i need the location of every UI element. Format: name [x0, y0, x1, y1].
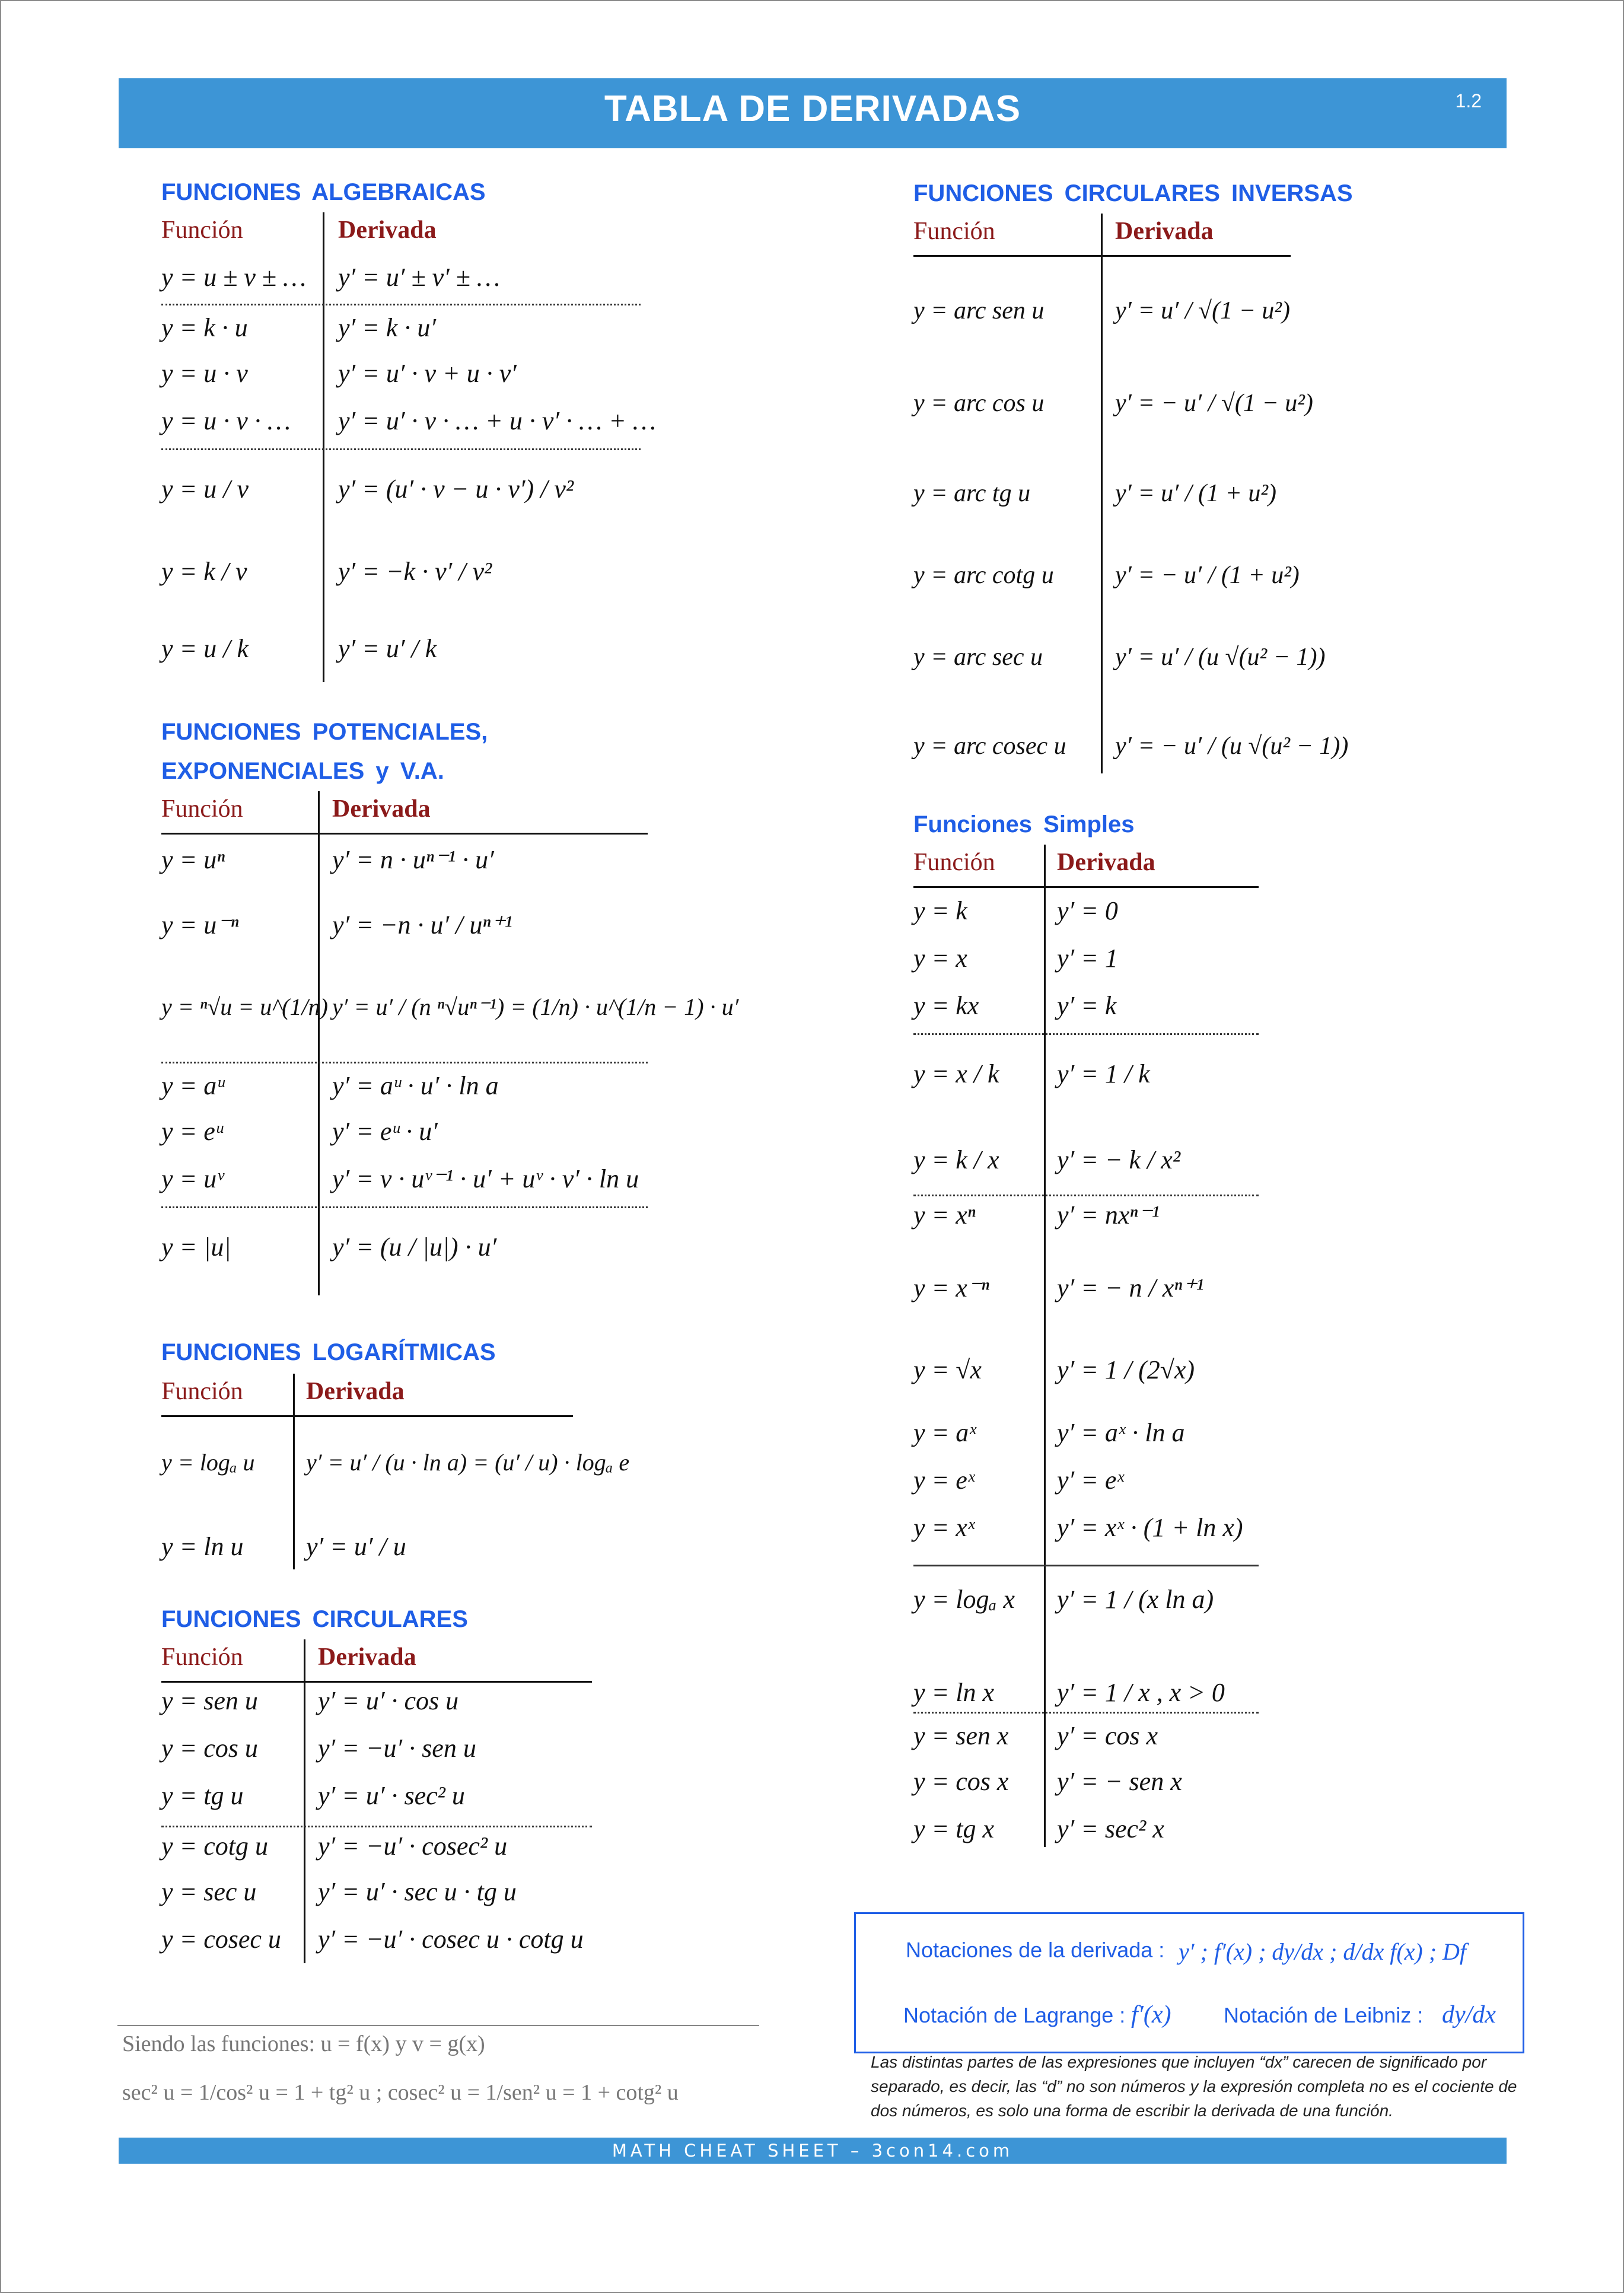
table-row: [913, 273, 1291, 380]
funcion-cell: y = sen u: [161, 1686, 258, 1715]
derivada-cell: y′ = u′ · sec u · tg u: [318, 1877, 517, 1906]
derivada-cell: y′ = xˣ · (1 + ln x): [1057, 1513, 1243, 1542]
derivada-cell: y′ = u′ / (1 + u²): [1115, 480, 1276, 507]
table-row: [913, 1331, 1259, 1432]
table-row: [913, 619, 1326, 720]
derivada-cell: y′ = u′ / √(1 − u²): [1115, 297, 1290, 324]
derivada-cell: y′ = − u′ / (u √(u² − 1)): [1115, 733, 1349, 760]
funcion-cell: y = cos u: [161, 1734, 258, 1763]
col-funcion: Función: [161, 216, 243, 244]
derivada-cell: y′ = k · u′: [338, 313, 436, 342]
col-derivada: Derivada: [1115, 218, 1214, 245]
derivada-cell: y′ = u′ / (n ⁿ√uⁿ⁻¹) = (1/n) · u^(1/n − 1) · u′: [332, 993, 739, 1020]
funcion-cell: y = xˣ: [913, 1513, 975, 1542]
col-funcion: Función: [913, 849, 995, 876]
funcion-cell: y = uᵛ: [161, 1164, 224, 1193]
col-funcion: Función: [161, 1644, 243, 1671]
table-row: [913, 1565, 1259, 1661]
funcion-cell: y = ln x: [913, 1678, 994, 1707]
funcion-cell: y = k / v: [161, 557, 247, 586]
derivada-cell: y′ = u′ · sec² u: [318, 1781, 465, 1810]
col-derivada: Derivada: [1057, 849, 1155, 876]
derivada-cell: y′ = u′ · v + u · v′: [338, 359, 517, 388]
table-row: [161, 1062, 648, 1118]
table-row: [161, 304, 641, 360]
inversas-table: [913, 214, 1349, 773]
algebraicas-table: [161, 212, 656, 682]
circulares-table: [161, 1639, 592, 1963]
funcion-cell: y = u · v: [161, 359, 248, 388]
funcion-cell: y = cotg u: [161, 1832, 268, 1861]
derivada-cell: y′ = nxⁿ⁻¹: [1057, 1200, 1160, 1230]
funcion-cell: y = k: [913, 896, 967, 925]
col-derivada: Derivada: [318, 1644, 416, 1671]
siendo-line2: sec² u = 1/cos² u = 1 + tg² u ; cosec² u = 1/sen² u = 1 + cotg² u: [122, 2080, 679, 2105]
derivada-cell: y′ = sec² x: [1057, 1814, 1164, 1843]
derivada-cell: y′ = eˣ: [1057, 1466, 1124, 1495]
derivada-cell: y′ = −n · u′ / uⁿ⁺¹: [332, 910, 512, 940]
funcion-cell: y = k / x: [913, 1145, 999, 1174]
siendo-line1: Siendo las funciones: u = f(x) y v = g(x): [122, 2031, 485, 2056]
derivada-cell: y′ = u′ · v · … + u · v′ · … + …: [338, 406, 656, 435]
funcion-cell: y = u⁻ⁿ: [161, 910, 239, 940]
derivada-cell: y′ = n · uⁿ⁻¹ · u′: [332, 845, 494, 874]
derivada-cell: y′ = − sen x: [1057, 1767, 1182, 1796]
derivada-cell: y′ = − u′ / √(1 − u²): [1115, 390, 1313, 417]
table-row: [161, 898, 648, 975]
table-row: [913, 1814, 1259, 1847]
table-row: [161, 1781, 592, 1828]
table-row: [913, 1766, 1259, 1814]
derivada-cell: y′ = 1 / x , x > 0: [1057, 1678, 1225, 1707]
col-funcion: Función: [913, 218, 995, 245]
funcion-cell: y = u · v · …: [161, 406, 291, 435]
potenciales-title-line1: FUNCIONES POTENCIALES,: [161, 719, 488, 745]
lagrange-label: Notación de Lagrange :: [903, 2003, 1126, 2027]
funcion-cell: y = ⁿ√u = u^(1/n): [161, 993, 328, 1020]
circulares-title: FUNCIONES CIRCULARES: [161, 1606, 468, 1632]
table-header: [161, 212, 641, 254]
col-derivada: Derivada: [306, 1378, 405, 1405]
derivada-cell: y′ = −u′ · sen u: [318, 1734, 476, 1763]
logaritmicas-title: FUNCIONES LOGARÍTMICAS: [161, 1339, 496, 1365]
table-row: [161, 1877, 592, 1924]
derivada-cell: y′ = aᵘ · u′ · ln a: [332, 1071, 499, 1100]
funcion-cell: y = sen x: [913, 1721, 1009, 1750]
header-bar: [119, 78, 1507, 148]
table-row: [161, 1431, 630, 1520]
table-header: [161, 1639, 592, 1683]
potenciales-table: [161, 791, 739, 1295]
table-row: [161, 1826, 592, 1878]
table-row: [161, 1514, 573, 1587]
table-row: [161, 1164, 648, 1211]
funcion-cell: y = cosec u: [161, 1925, 281, 1954]
funcion-cell: y = x⁻ⁿ: [913, 1273, 989, 1302]
funcion-cell: y = |u|: [161, 1233, 231, 1262]
col-derivada: Derivada: [338, 216, 437, 244]
notaciones-label: Notaciones de la derivada :: [906, 1938, 1165, 1962]
derivada-cell: y′ = − u′ / (1 + u²): [1115, 562, 1300, 589]
table-header: [913, 845, 1259, 888]
funcion-cell: y = arc cosec u: [913, 733, 1066, 760]
funcion-cell: y = arc sec u: [913, 644, 1043, 671]
col-funcion: Función: [161, 1378, 243, 1405]
funcion-cell: y = x / k: [913, 1059, 999, 1088]
notaciones-formula: y′ ; f′(x) ; dy/dx ; d/dx f(x) ; Df: [1179, 1938, 1467, 1965]
derivada-cell: y′ = 1 / (x ln a): [1057, 1585, 1214, 1614]
table-row: [161, 612, 641, 703]
funcion-cell: y = uⁿ: [161, 845, 225, 874]
table-row: [913, 1465, 1259, 1512]
table-row: [913, 708, 1349, 797]
lagrange-formula: f′(x): [1131, 2001, 1171, 2028]
simples-table: [913, 845, 1259, 1847]
table-row: [161, 1116, 648, 1164]
table-row: [913, 991, 1259, 1038]
notaciones-box: [854, 1912, 1524, 2053]
funcion-cell: y = eᵘ: [161, 1117, 223, 1146]
table-row: [161, 1924, 592, 1963]
logaritmicas-table: [161, 1374, 630, 1569]
derivada-cell: y′ = −k · v′ / v²: [338, 557, 492, 586]
derivada-cell: y′ = v · uᵛ⁻¹ · u′ + uᵛ · v′ · ln u: [332, 1164, 639, 1193]
derivada-cell: y′ = u′ / (u √(u² − 1)): [1115, 644, 1326, 671]
funcion-cell: y = √x: [913, 1355, 982, 1384]
disclaimer-text: Las distintas partes de las expresiones que incluyen “dx” carecen de significado por separado, es decir, las “d” no son números y la expresión completa no es el cociente de dos números, es solo una forma de escribir la derivada de una función.: [871, 2053, 1517, 2120]
derivada-cell: y′ = k: [1057, 991, 1117, 1020]
table-row: [913, 1512, 1259, 1560]
table-row: [161, 1686, 592, 1733]
funcion-cell: y = u ± v ± …: [161, 263, 307, 292]
potenciales-title-line2: EXPONENCIALES y V.A.: [161, 758, 444, 784]
footer-bar: [119, 2138, 1507, 2164]
funcion-cell: y = tg x: [913, 1814, 994, 1843]
derivada-cell: y′ = (u / |u|) · u′: [332, 1233, 497, 1262]
derivada-cell: y′ = 0: [1057, 896, 1118, 925]
derivada-cell: y′ = u′ ± v′ ± …: [338, 263, 501, 292]
derivada-cell: y′ = u′ / u: [306, 1532, 406, 1561]
table-row: [913, 943, 1259, 991]
funcion-cell: y = tg u: [161, 1781, 244, 1810]
derivada-cell: y′ = (u′ · v − u · v′) / v²: [338, 474, 574, 504]
table-row: [161, 839, 648, 892]
derivada-cell: y′ = u′ / k: [338, 634, 437, 663]
table-row: [161, 358, 641, 406]
funcion-cell: y = x: [913, 944, 967, 973]
funcion-cell: y = arc cos u: [913, 390, 1045, 417]
funcion-cell: y = xⁿ: [913, 1200, 976, 1230]
funcion-cell: y = arc sen u: [913, 297, 1045, 324]
derivada-cell: y′ = aˣ · ln a: [1057, 1418, 1185, 1447]
table-row: [161, 981, 739, 1052]
funcion-cell: y = aˣ: [913, 1418, 976, 1447]
funcion-cell: y = u / v: [161, 474, 249, 504]
table-row: [161, 1206, 648, 1321]
funcion-cell: y = u / k: [161, 634, 249, 663]
table-row: [161, 262, 641, 304]
table-row: [161, 1733, 592, 1781]
funcion-cell: y = k · u: [161, 313, 248, 342]
derivada-cell: y′ = cos x: [1057, 1721, 1158, 1750]
inversas-title: FUNCIONES CIRCULARES INVERSAS: [913, 180, 1353, 206]
funcion-cell: y = logₐ x: [913, 1585, 1015, 1614]
leibniz-label: Notación de Leibniz :: [1224, 2003, 1424, 2027]
funcion-cell: y = kx: [913, 991, 979, 1020]
table-header: [161, 1374, 573, 1417]
derivada-cell: y′ = u′ · cos u: [318, 1686, 459, 1715]
funcion-cell: y = aᵘ: [161, 1071, 225, 1100]
derivada-cell: y′ = 1 / (2√x): [1057, 1355, 1195, 1384]
derivada-cell: y′ = 1 / k: [1057, 1059, 1150, 1088]
version-label: 1.2: [1455, 90, 1482, 112]
table-row: [161, 406, 656, 453]
derivada-cell: y′ = − n / xⁿ⁺¹: [1057, 1273, 1204, 1302]
derivada-cell: y′ = u′ / (u · ln a) = (u′ / u) · logₐ e: [306, 1449, 630, 1476]
funcion-cell: y = eˣ: [913, 1466, 975, 1495]
funcion-cell: y = arc cotg u: [913, 562, 1054, 589]
derivada-cell: y′ = eᵘ · u′: [332, 1117, 438, 1146]
funcion-cell: y = ln u: [161, 1532, 244, 1561]
table-row: [913, 896, 1259, 943]
footnote-divider: [117, 2025, 759, 2026]
table-row: [913, 1712, 1259, 1768]
col-derivada: Derivada: [332, 795, 431, 823]
page-title: TABLA DE DERIVADAS: [604, 88, 1021, 129]
derivada-cell: y′ = −u′ · cosec u · cotg u: [318, 1925, 584, 1954]
derivada-cell: y′ = −u′ · cosec² u: [318, 1832, 508, 1861]
funcion-cell: y = cos x: [913, 1767, 1009, 1796]
footer-text: MATH CHEAT SHEET – 3con14.com: [612, 2141, 1014, 2161]
col-funcion: Función: [161, 795, 243, 823]
derivada-cell: y′ = − k / x²: [1057, 1145, 1181, 1174]
derivada-cell: y′ = 1: [1057, 944, 1118, 973]
table-row: [913, 1195, 1259, 1247]
funcion-cell: y = sec u: [161, 1877, 257, 1906]
table-row: [913, 1418, 1259, 1465]
funcion-cell: y = arc tg u: [913, 480, 1031, 507]
table-header: [161, 791, 648, 835]
leibniz-formula: dy/dx: [1442, 2001, 1496, 2028]
simples-title: Funciones Simples: [913, 811, 1135, 837]
funcion-cell: y = logₐ u: [161, 1449, 255, 1476]
algebraicas-title: FUNCIONES ALGEBRAICAS: [161, 179, 486, 205]
